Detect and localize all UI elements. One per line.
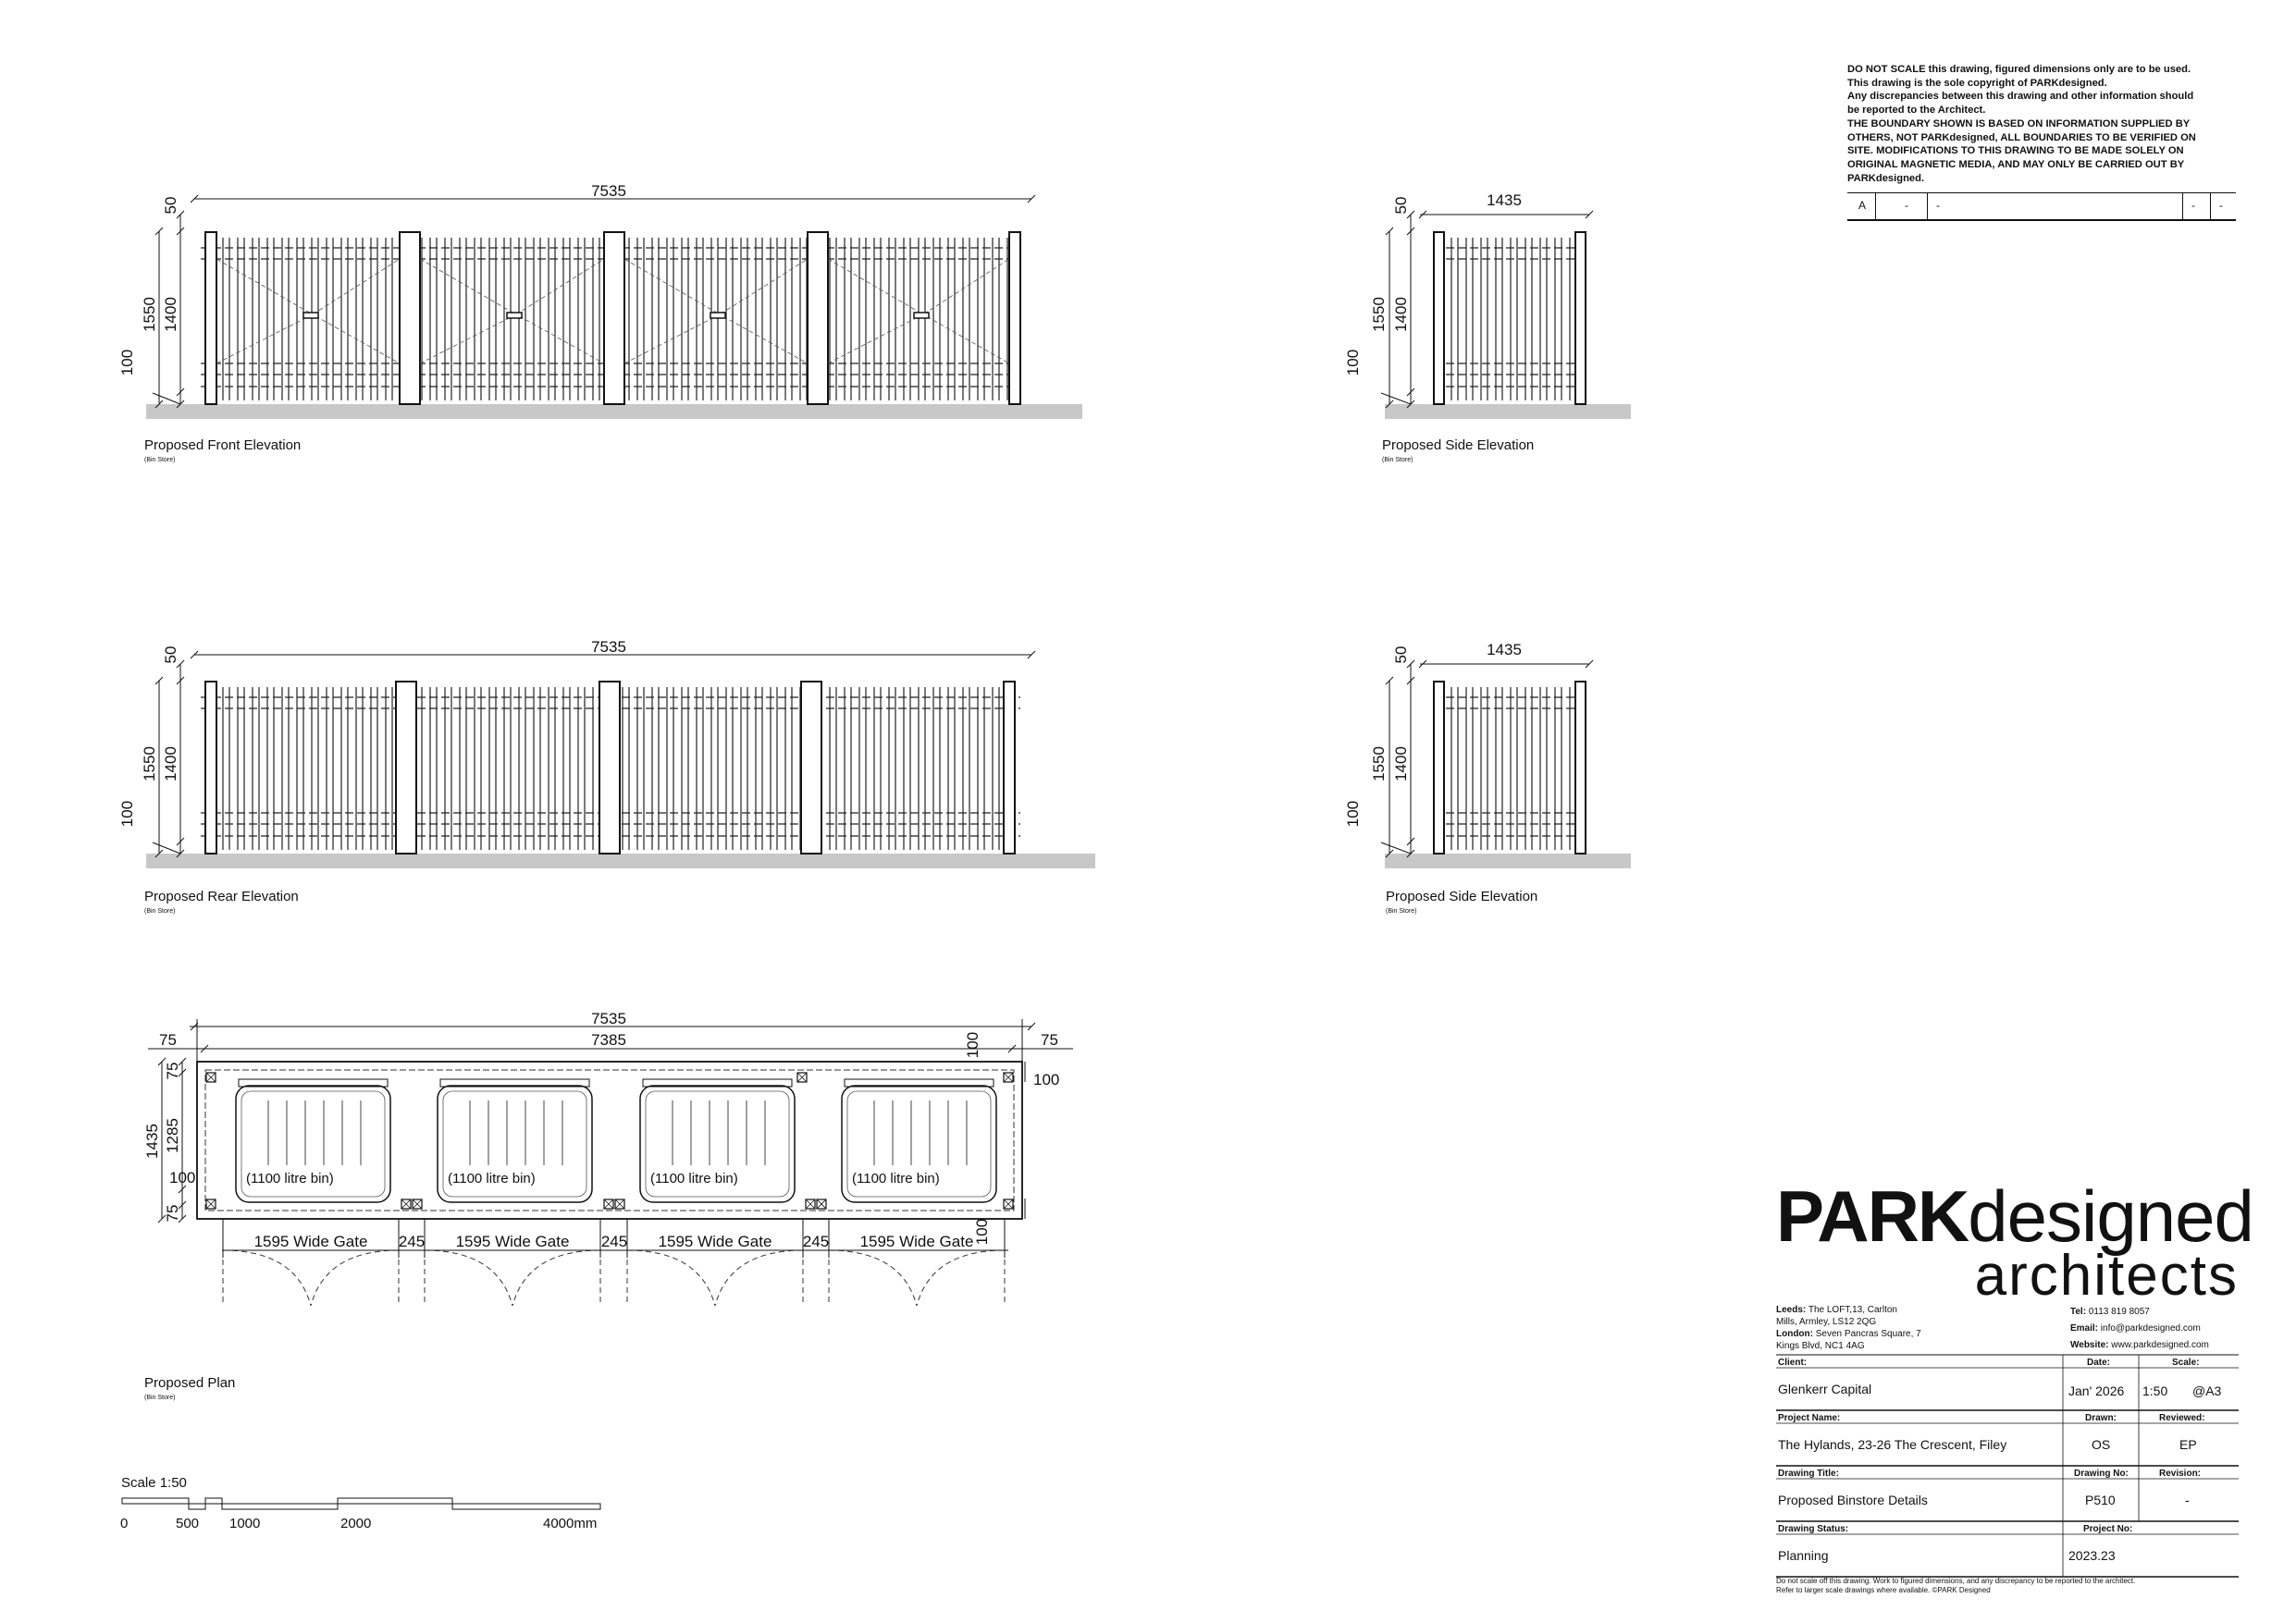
scale-header: Scale: bbox=[2172, 1358, 2200, 1368]
note-line: This drawing is the sole copyright of PARKdesigned. bbox=[1847, 77, 2107, 89]
drawn-value: OS bbox=[2092, 1437, 2111, 1452]
ground-strip bbox=[146, 854, 1095, 868]
dim-100: 100 bbox=[1344, 349, 1362, 376]
drawing-no-header: Drawing No: bbox=[2074, 1469, 2129, 1479]
revision-table bbox=[1847, 192, 2236, 221]
post-label-1: 245 bbox=[398, 1233, 426, 1250]
bin-2 bbox=[438, 1079, 592, 1202]
bin-3 bbox=[640, 1079, 795, 1202]
plan-view bbox=[143, 1010, 1073, 1401]
dim-1285: 1285 bbox=[164, 1118, 181, 1153]
side-elevation-2 bbox=[1344, 641, 1631, 915]
dim-overall: 7535 bbox=[591, 638, 626, 656]
dim-75-bottom: 75 bbox=[164, 1204, 181, 1223]
revision-value: - bbox=[2185, 1493, 2190, 1507]
caption-sub: (Bin Store) bbox=[1382, 457, 1413, 463]
project-no-value: 2023.23 bbox=[2068, 1548, 2116, 1563]
caption-sub: (Bin Store) bbox=[144, 1395, 176, 1401]
leeds-line-2: Mills, Armley, LS12 2QG bbox=[1776, 1317, 1877, 1327]
paper-size: @A3 bbox=[2192, 1383, 2222, 1398]
dim-1550: 1550 bbox=[1370, 297, 1388, 332]
contact-info bbox=[2070, 1304, 2209, 1354]
revision-header: Revision: bbox=[2159, 1469, 2202, 1479]
company-logo bbox=[1776, 1175, 2253, 1309]
caption: Proposed Front Elevation bbox=[144, 437, 302, 453]
note-line: PARKdesigned. bbox=[1847, 172, 1925, 184]
fence-slats bbox=[1434, 238, 1586, 400]
copyright-notes bbox=[1847, 63, 2236, 185]
gate-label-2: 1595 Wide Gate bbox=[455, 1233, 570, 1250]
tel-label: Tel: bbox=[2070, 1307, 2087, 1317]
reviewed-value: EP bbox=[2179, 1437, 2197, 1452]
scale-tick-0: 0 bbox=[120, 1516, 129, 1531]
bin-4 bbox=[842, 1079, 996, 1202]
tel-value: 0113 819 8057 bbox=[2088, 1307, 2150, 1317]
caption-sub: (Bin Store) bbox=[144, 908, 176, 915]
project-value: The Hylands, 23-26 The Crescent, Filey bbox=[1778, 1437, 2007, 1452]
caption: Proposed Side Elevation bbox=[1382, 437, 1535, 453]
dim-left-75: 75 bbox=[159, 1031, 177, 1049]
gate-label-1: 1595 Wide Gate bbox=[253, 1233, 368, 1250]
project-header: Project Name: bbox=[1778, 1413, 1841, 1423]
dim-1435: 1435 bbox=[143, 1124, 161, 1159]
dim-50: 50 bbox=[1392, 196, 1410, 215]
caption-sub: (Bin Store) bbox=[144, 457, 176, 463]
dim-50: 50 bbox=[162, 196, 179, 215]
london-line-2: Kings Blvd, NC1 4AG bbox=[1776, 1341, 1865, 1351]
footer-line-2: Refer to larger scale drawings where available. ©PARK Designed bbox=[1776, 1586, 1991, 1594]
dim-100-left: 100 bbox=[169, 1169, 196, 1187]
note-line: Any discrepancies between this drawing and other information should bbox=[1847, 91, 2194, 103]
caption-sub: (Bin Store) bbox=[1386, 908, 1417, 915]
client-value: Glenkerr Capital bbox=[1778, 1382, 1872, 1396]
scale-tick-500: 500 bbox=[176, 1516, 200, 1531]
dim-1400: 1400 bbox=[162, 746, 179, 781]
scale-bar bbox=[120, 1475, 600, 1531]
london-label: London: bbox=[1776, 1329, 1813, 1339]
dim-overall: 7535 bbox=[591, 1010, 626, 1027]
dim-1550: 1550 bbox=[1370, 746, 1388, 781]
title-header: Drawing Title: bbox=[1778, 1469, 1839, 1479]
dim-right-100-top: 100 bbox=[964, 1031, 981, 1059]
logo-designed: designed bbox=[1968, 1175, 2253, 1257]
dim-inner: 7385 bbox=[591, 1031, 626, 1049]
dim-100: 100 bbox=[118, 349, 136, 376]
website-label: Website: bbox=[2070, 1340, 2109, 1350]
caption: Proposed Rear Elevation bbox=[144, 889, 299, 904]
status-value: Planning bbox=[1778, 1548, 1829, 1563]
date-value: Jan' 2026 bbox=[2068, 1383, 2125, 1398]
gate-swings bbox=[223, 1250, 1005, 1306]
bin-label: (1100 litre bin) bbox=[650, 1171, 738, 1187]
reviewed-header: Reviewed: bbox=[2159, 1413, 2205, 1423]
dim-50: 50 bbox=[1392, 646, 1410, 664]
dim-75-top: 75 bbox=[164, 1062, 181, 1080]
post-label-3: 245 bbox=[802, 1233, 830, 1250]
logo-architects: architects bbox=[1974, 1244, 2239, 1308]
logo-park: PARK bbox=[1776, 1175, 1969, 1257]
rev-code: A bbox=[1858, 199, 1867, 212]
bin-label: (1100 litre bin) bbox=[448, 1171, 536, 1187]
dim-1400: 1400 bbox=[1392, 297, 1410, 332]
dim-right-100: 100 bbox=[1033, 1071, 1060, 1088]
dim-1550: 1550 bbox=[141, 746, 158, 781]
gate-label-4: 1595 Wide Gate bbox=[859, 1233, 974, 1250]
scale-tick-2000: 2000 bbox=[340, 1516, 372, 1531]
scale-title: Scale 1:50 bbox=[121, 1475, 187, 1491]
note-line: ORIGINAL MAGNETIC MEDIA, AND MAY ONLY BE CARRIED OUT BY bbox=[1847, 158, 2185, 170]
note-line: SITE. MODIFICATIONS TO THIS DRAWING TO BE MADE SOLELY ON bbox=[1847, 145, 2184, 157]
gate-label-3: 1595 Wide Gate bbox=[658, 1233, 772, 1250]
note-line: be reported to the Architect. bbox=[1847, 105, 1986, 117]
drawn-header: Drawn: bbox=[2085, 1413, 2117, 1423]
dim-overall: 1435 bbox=[1487, 191, 1522, 209]
title-value: Proposed Binstore Details bbox=[1778, 1493, 1928, 1507]
dim-100: 100 bbox=[1344, 800, 1362, 828]
ground-strip bbox=[146, 404, 1082, 419]
note-line: THE BOUNDARY SHOWN IS BASED ON INFORMATION SUPPLIED BY bbox=[1847, 117, 2191, 129]
note-line: OTHERS, NOT PARKdesigned, ALL BOUNDARIES TO BE VERIFIED ON bbox=[1847, 131, 2196, 143]
post-label-2: 245 bbox=[600, 1233, 628, 1250]
rev-c1: - bbox=[1905, 199, 1908, 212]
website-value[interactable]: www.parkdesigned.com bbox=[2111, 1340, 2209, 1350]
plan-posts bbox=[206, 1073, 1013, 1209]
rear-elevation bbox=[118, 638, 1095, 915]
side-elevation-1 bbox=[1344, 191, 1631, 463]
project-no-header: Project No: bbox=[2083, 1524, 2133, 1534]
rev-c2: - bbox=[1936, 199, 1940, 212]
london-line-1: Seven Pancras Square, 7 bbox=[1815, 1329, 1921, 1339]
client-header: Client: bbox=[1778, 1358, 1808, 1368]
date-header: Date: bbox=[2087, 1358, 2111, 1368]
front-elevation bbox=[118, 182, 1082, 463]
dim-100: 100 bbox=[118, 800, 136, 828]
status-header: Drawing Status: bbox=[1778, 1524, 1849, 1534]
dim-1550: 1550 bbox=[141, 297, 158, 332]
logo-wordmark bbox=[1776, 1175, 2253, 1257]
caption: Proposed Side Elevation bbox=[1386, 889, 1538, 904]
note-line: DO NOT SCALE this drawing, figured dimensions only are to be used. bbox=[1847, 64, 2191, 75]
bin-1 bbox=[236, 1079, 390, 1202]
dim-overall: 7535 bbox=[591, 182, 626, 200]
dim-1400: 1400 bbox=[162, 297, 179, 332]
ground-strip bbox=[1385, 854, 1631, 868]
email-label: Email: bbox=[2070, 1323, 2099, 1334]
dim-50: 50 bbox=[162, 646, 179, 664]
drawing-no-value: P510 bbox=[2085, 1493, 2116, 1507]
office-addresses bbox=[1776, 1304, 2017, 1352]
email-value[interactable]: info@parkdesigned.com bbox=[2100, 1323, 2201, 1334]
dim-1400: 1400 bbox=[1392, 746, 1410, 781]
post-crosses bbox=[206, 1073, 1013, 1209]
scale-value: 1:50 bbox=[2142, 1383, 2168, 1398]
dim-right-100-bottom: 100 bbox=[973, 1218, 991, 1246]
scale-tick-4000: 4000mm bbox=[543, 1516, 598, 1531]
bin-label: (1100 litre bin) bbox=[852, 1171, 940, 1187]
rev-c3: - bbox=[2191, 199, 2195, 212]
footer-line-1: Do not scale off this drawing. Work to figured dimensions, and any discrepancy to be reported to the architect. bbox=[1776, 1577, 2136, 1585]
scale-tick-1000: 1000 bbox=[229, 1516, 261, 1531]
footer-note bbox=[1776, 1577, 2239, 1595]
rev-c4: - bbox=[2219, 199, 2223, 212]
caption: Proposed Plan bbox=[144, 1375, 236, 1391]
fence-slats bbox=[1434, 687, 1586, 850]
leeds-label: Leeds: bbox=[1776, 1305, 1807, 1315]
dim-right-75: 75 bbox=[1041, 1031, 1058, 1049]
leeds-line-1: The LOFT,13, Carlton bbox=[1808, 1305, 1897, 1315]
bin-label: (1100 litre bin) bbox=[246, 1171, 334, 1187]
dim-overall: 1435 bbox=[1487, 641, 1522, 658]
ground-strip bbox=[1385, 404, 1631, 419]
